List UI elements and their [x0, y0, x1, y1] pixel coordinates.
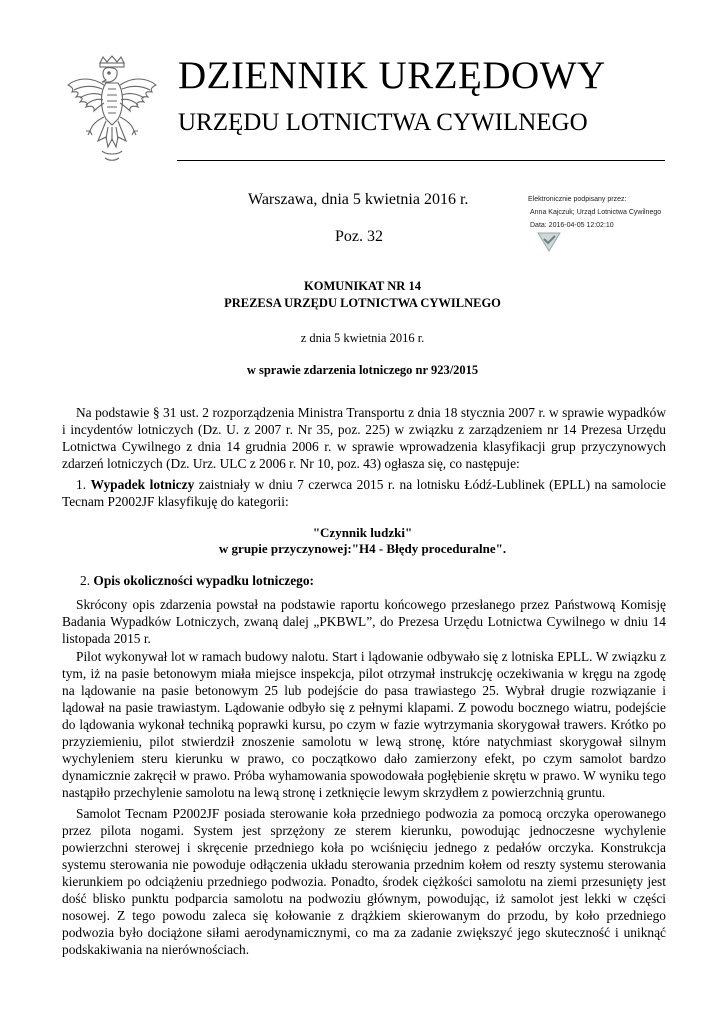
paragraph-flight: Pilot wykonywał lot w ramach budowy nalotu. Start i lądowanie odbywało się z lotniska EPLL. W związku z tym, iż na pasie betonowym miała miejsce inspekcja, pilot otrzymał instrukcję oczekiwania w kręgu na zgodę na lądowanie na pasie betonowym 25 lub podejście do pasa trawiastego 25. Wybrał drugie rozwiązanie i lądował na pasie trawiastym. Lądowanie odbyło się z pełnymi klapami. Z powodu bocznego wiatru, podejście do lądowania wykonał techniką poprawki kursu, po czym w fazie wytrzymania skorygował trawers. Krótko po przyziemieniu, pilot stwierdził znoszenie samolotu w lewą stronę, które natychmiast skorygował silnym wychyleniem steru kierunku w prawo, co początkowo dało zamierzony efekt, po czym samolot bardzo dynamicznie zakręcił w prawo. Próba wyhamowania spowodowała pogłębienie skrętu w prawo. W wyniku tego nastąpiło przechylenie samolotu na lewą stronę i zetknięcie lewym skrzydłem z powierzchnią gruntu. — [62, 649, 666, 800]
item-2-bold: Opis okoliczności wypadku lotniczego: — [93, 573, 314, 588]
intro-paragraph: Na podstawie § 31 ust. 2 rozporządzenia Ministra Transportu z dnia 18 stycznia 2007 r. w sprawie wypadków i incydentów lotniczych (Dz. U. z 2007 r. Nr 35, poz. 225) w związku z zarządzeniem nr 14 Prezesa Urzędu Lotnictwa Cywilnego z dnia 14 grudnia 2006 r. w sprawie wprowadzenia klasyfikacji grup przyczynowych zdarzeń lotniczych (Dz. Urz. ULC z 2006 r. Nr 10, poz. 43) ogłasza się, co następuje: — [62, 405, 666, 471]
journal-subtitle: URZĘDU LOTNICTWA CYWILNEGO — [178, 109, 588, 136]
item-1-text: zaistniały w dniu 7 czerwca 2015 r. na lotnisku Łódź-Lublinek (EPLL) na samolocie Tecnam P2002JF klasyfikuję do kategorii: — [62, 477, 666, 509]
communique-title: KOMUNIKAT NR 14 — [304, 279, 421, 293]
item-1-bold: Wypadek lotniczy — [90, 477, 195, 492]
item-1-number: 1. — [76, 477, 87, 492]
signature-label: Elektronicznie podpisany przez: — [528, 196, 627, 203]
paragraph-aircraft: Samolot Tecnam P2002JF posiada sterowanie koła przedniego podwozia za pomocą orczyka operowanego przez pilota nogami. System jest sprzężony ze sterem kierunku, powodując jednoczesne wychylenie powierzchni sterowej i skręcenie przedniego koła po wciśnięciu jednego z pedałów orczyka. Konstrukcja systemu sterowania nie powoduje odłączenia układu sterowania przednim kołem od reszty systemu sterowania kierunkiem po odciążeniu przedniego podwozia. Ponadto, środek ciężkości samolotu na ziemi przesunięty jest dość blisko punktu podparcia samolotu na podwoziu głównym, powodując, iż samolot jest lekki w części nosowej. Z tego powodu zaleca się kołowanie z drążkiem skierowanym do przodu, by koło przedniego podwozia było dociążone siłami aerodynamicznymi, co ma za zadanie zwiększyć jego skuteczność i uniknąć podskakiwania na nierównościach. — [62, 806, 666, 957]
category-group: w grupie przyczynowej:"H4 - Błędy proceduralne". — [218, 541, 507, 556]
signature-check-icon — [536, 229, 562, 253]
journal-title: DZIENNIK URZĘDOWY — [178, 54, 606, 97]
header-divider — [177, 160, 665, 161]
signature-date: Data: 2016-04-05 12:02:10 — [530, 222, 614, 229]
paragraph-summary: Skrócony opis zdarzenia powstał na podstawie raportu końcowego przesłanego przez Państwową Komisję Badania Wypadków Lotniczych, zwaną dalej „PKBWL”, do Prezesa Urzędu Lotnictwa Cywilnego w dniu 14 listopada 2015 r. — [62, 597, 666, 646]
publication-date: Warszawa, dnia 5 kwietnia 2016 r. — [248, 191, 469, 208]
item-1 — [62, 476, 666, 510]
communique-date: z dnia 5 kwietnia 2016 r. — [300, 331, 425, 345]
category-name: "Czynnik ludzki" — [312, 525, 413, 540]
communique-subject: w sprawie zdarzenia lotniczego nr 923/2015 — [246, 363, 479, 377]
position-number: Poz. 32 — [335, 228, 383, 245]
communique-issuer: PREZESA URZĘDU LOTNICTWA CYWILNEGO — [224, 296, 501, 310]
polish-eagle-emblem — [62, 55, 162, 170]
item-2-heading — [80, 572, 640, 589]
electronic-signature — [526, 196, 716, 258]
signature-signer: Anna Kajczuk; Urząd Lotnictwa Cywilnego — [530, 209, 662, 216]
item-2-number: 2. — [80, 573, 91, 588]
